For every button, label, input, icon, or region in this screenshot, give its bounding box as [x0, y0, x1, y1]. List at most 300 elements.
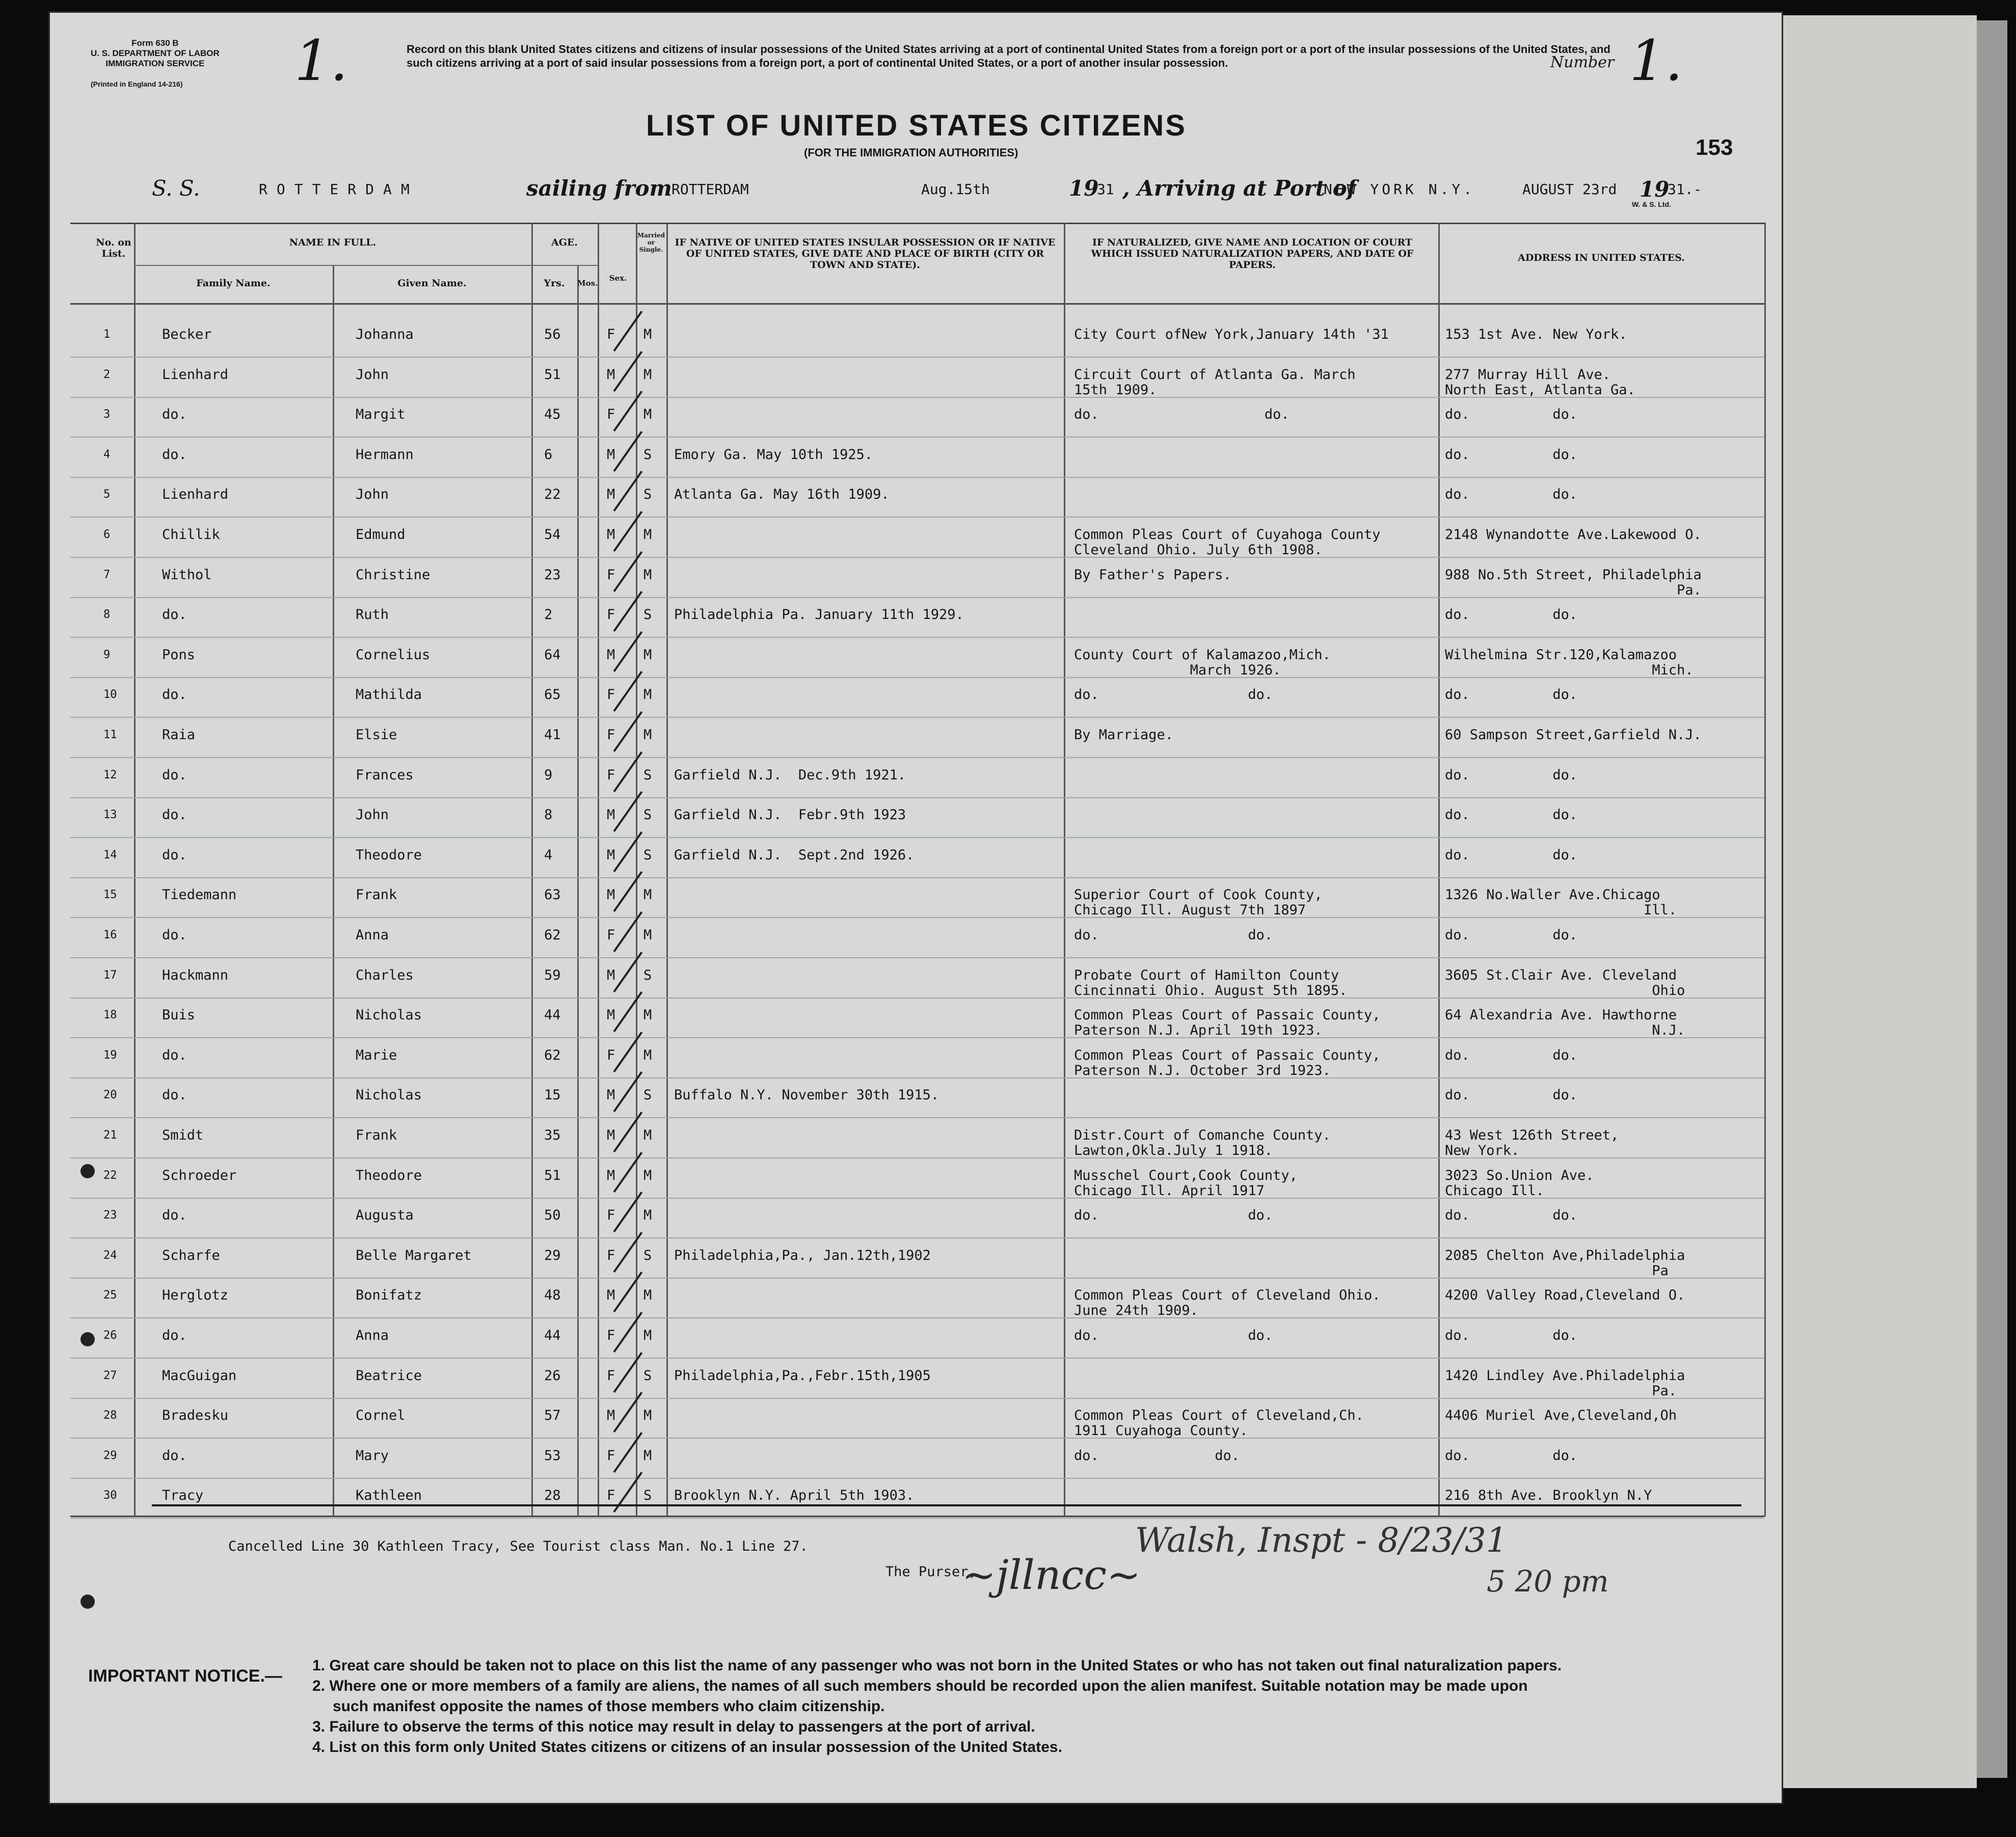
- marital-status: S: [643, 1247, 652, 1263]
- row-number: 3: [103, 408, 111, 421]
- sex: F: [607, 1367, 615, 1384]
- family-name: Hackmann: [162, 967, 229, 983]
- family-name: Smidt: [162, 1127, 204, 1143]
- address: do. do.: [1445, 847, 1578, 863]
- marital-status: M: [643, 887, 652, 903]
- sex: F: [607, 727, 615, 743]
- row-number: 6: [103, 528, 111, 541]
- address: do. do.: [1445, 687, 1578, 703]
- marital-status: M: [643, 1287, 652, 1304]
- given-name: Anna: [356, 1328, 389, 1343]
- given-name: Nicholas: [356, 1007, 422, 1023]
- family-name: Raia: [162, 727, 196, 743]
- marital-status: M: [643, 366, 652, 383]
- marital-status: S: [643, 847, 652, 863]
- row-rule: [70, 637, 1764, 638]
- arrival-year-prefix: 19: [1639, 177, 1670, 202]
- printed-note: (Printed in England 14-216): [91, 80, 183, 88]
- row-number: 26: [103, 1329, 117, 1342]
- age: 53: [544, 1447, 561, 1464]
- ss-label: S. S.: [152, 176, 200, 201]
- age: 50: [544, 1207, 561, 1224]
- address: 1326 No.Waller Ave.Chicago Ill.: [1445, 887, 1677, 918]
- marital-status: M: [643, 527, 652, 543]
- notice-4: 4. List on this form only United States citizens or citizens of an insular possession of the United States.: [312, 1739, 1062, 1755]
- address: 988 No.5th Street, Philadelphia Pa.: [1445, 566, 1702, 598]
- naturalization: By Marriage.: [1074, 727, 1174, 743]
- sex: M: [607, 847, 615, 863]
- adjacent-page-edge: [1783, 15, 1977, 1788]
- row-number: 9: [103, 648, 111, 661]
- naturalization: By Father's Papers.: [1074, 566, 1231, 583]
- page-title: LIST OF UNITED STATES CITIZENS: [646, 109, 1187, 142]
- age: 23: [544, 566, 561, 583]
- given-name: Kathleen: [356, 1488, 422, 1504]
- naturalization: do. do.: [1074, 1328, 1273, 1343]
- row-number: 15: [103, 888, 117, 902]
- row-rule: [70, 957, 1764, 958]
- naturalization: Superior Court of Cook County, Chicago Ill. August 7th 1897: [1074, 887, 1323, 918]
- sex: M: [607, 1408, 615, 1424]
- family-name: Scharfe: [162, 1247, 220, 1263]
- row-number: 2: [103, 368, 111, 381]
- marital-status: M: [643, 1047, 652, 1063]
- address: do. do.: [1445, 487, 1578, 503]
- given-name: Mathilda: [356, 687, 422, 703]
- address: do. do.: [1445, 1328, 1578, 1343]
- family-name: Tiedemann: [162, 887, 237, 903]
- given-name: Cornelius: [356, 646, 431, 663]
- address: do. do.: [1445, 807, 1578, 823]
- age: 44: [544, 1328, 561, 1343]
- age: 45: [544, 407, 561, 423]
- purser-label: The Purser,: [885, 1564, 977, 1580]
- col-no: No. on List.: [96, 237, 131, 259]
- marital-status: M: [643, 727, 652, 743]
- row-rule: [70, 1317, 1764, 1318]
- col-age: AGE.: [551, 237, 578, 248]
- family-name: do.: [162, 847, 187, 863]
- sex: M: [607, 807, 615, 823]
- given-name: Mary: [356, 1447, 389, 1464]
- marital-status: M: [643, 1207, 652, 1224]
- year-prefix: 19: [1069, 176, 1099, 201]
- age: 15: [544, 1087, 561, 1103]
- family-name: Schroeder: [162, 1167, 237, 1183]
- birth-place-date: Emory Ga. May 10th 1925.: [674, 446, 873, 463]
- row-number: 19: [103, 1048, 117, 1062]
- col-naturalized: IF NATURALIZED, GIVE NAME AND LOCATION OF COURT WHICH ISSUED NATURALIZATION PAPERS, AND DATE OF PAPERS.: [1091, 237, 1414, 271]
- sex: F: [607, 327, 615, 342]
- family-name: do.: [162, 767, 187, 783]
- sex: F: [607, 1047, 615, 1063]
- row-number: 11: [103, 728, 117, 741]
- address: 60 Sampson Street,Garfield N.J.: [1445, 727, 1702, 743]
- arrival-date: AUGUST 23rd: [1522, 181, 1617, 198]
- sailing-port: ROTTERDAM: [671, 181, 749, 198]
- marital-status: S: [643, 767, 652, 783]
- punch-hole: [80, 1332, 95, 1346]
- sex: M: [607, 1087, 615, 1103]
- given-name: Johanna: [356, 327, 414, 342]
- naturalization: Distr.Court of Comanche County. Lawton,Okla.July 1 1918.: [1074, 1127, 1331, 1158]
- sex: F: [607, 1247, 615, 1263]
- family-name: do.: [162, 446, 187, 463]
- age: 28: [544, 1488, 561, 1504]
- naturalization: Musschel Court,Cook County, Chicago Ill. April 1917: [1074, 1167, 1298, 1199]
- row-rule: [70, 757, 1764, 758]
- sex: M: [607, 1127, 615, 1143]
- given-name: John: [356, 366, 389, 383]
- check-tick: [613, 311, 643, 352]
- row-number: 21: [103, 1129, 117, 1142]
- sailing-label: sailing from: [526, 176, 672, 201]
- given-name: Christine: [356, 566, 431, 583]
- row-number: 13: [103, 808, 117, 822]
- given-name: Cornel: [356, 1408, 406, 1424]
- family-name: Herglotz: [162, 1287, 229, 1304]
- col-family-name: Family Name.: [196, 278, 271, 289]
- age: 63: [544, 887, 561, 903]
- sex: F: [607, 1488, 615, 1504]
- row-rule: [70, 517, 1764, 518]
- given-name: Beatrice: [356, 1367, 422, 1384]
- department: U. S. DEPARTMENT OF LABOR: [91, 48, 220, 58]
- row-rule: [70, 1358, 1764, 1359]
- row-number: 8: [103, 608, 111, 622]
- family-name: Withol: [162, 566, 212, 583]
- row-number: 16: [103, 929, 117, 941]
- address: 277 Murray Hill Ave. North East, Atlanta Ga.: [1445, 366, 1635, 398]
- notice-2: 2. Where one or more members of a family are aliens, the names of all such members should be recorded upon the alien manifest. Suitable notation may be made upon: [312, 1678, 1528, 1694]
- address: do. do.: [1445, 1087, 1578, 1103]
- address: do. do.: [1445, 446, 1578, 463]
- given-name: Elsie: [356, 727, 397, 743]
- given-name: Frank: [356, 887, 397, 903]
- sheet-mark: 1.: [294, 28, 348, 93]
- naturalization: Probate Court of Hamilton County Cincinnati Ohio. August 5th 1895.: [1074, 967, 1348, 998]
- age: 51: [544, 366, 561, 383]
- age: 48: [544, 1287, 561, 1304]
- given-name: Margit: [356, 407, 406, 423]
- row-rule: [70, 1518, 1764, 1519]
- year-suffix: 31: [1097, 181, 1114, 198]
- marital-status: M: [643, 1447, 652, 1464]
- row-number: 30: [103, 1489, 117, 1502]
- family-name: do.: [162, 1328, 187, 1343]
- given-name: John: [356, 807, 389, 823]
- age: 8: [544, 807, 553, 823]
- age: 9: [544, 767, 553, 783]
- time-note: 5 20 pm: [1487, 1564, 1609, 1599]
- address: do. do.: [1445, 927, 1578, 943]
- arriving-label: , Arriving at Port of: [1122, 176, 1356, 201]
- birth-place-date: Garfield N.J. Sept.2nd 1926.: [674, 847, 915, 863]
- page-subtitle: (FOR THE IMMIGRATION AUTHORITIES): [804, 146, 1018, 159]
- naturalization: Common Pleas Court of Passaic County, Paterson N.J. April 19th 1923.: [1074, 1007, 1381, 1039]
- col-sex: Sex.: [609, 274, 627, 283]
- row-rule: [70, 837, 1764, 838]
- row-rule: [70, 1478, 1764, 1479]
- birth-place-date: Philadelphia,Pa., Jan.12th,1902: [674, 1247, 931, 1263]
- marital-status: M: [643, 1167, 652, 1183]
- cancel-note: Cancelled Line 30 Kathleen Tracy, See Tourist class Man. No.1 Line 27.: [228, 1538, 808, 1554]
- row-number: 12: [103, 768, 117, 781]
- row-number: 10: [103, 688, 117, 701]
- family-name: do.: [162, 407, 187, 423]
- number-label: Number: [1550, 53, 1615, 71]
- birth-place-date: Garfield N.J. Dec.9th 1921.: [674, 767, 906, 783]
- row-number: 23: [103, 1209, 117, 1222]
- address: 2085 Chelton Ave,Philadelphia Pa: [1445, 1247, 1685, 1279]
- row-number: 18: [103, 1009, 117, 1022]
- address: 2148 Wynandotte Ave.Lakewood O.: [1445, 527, 1702, 543]
- manifest-page: [48, 11, 1783, 1804]
- given-name: Charles: [356, 967, 414, 983]
- given-name: Hermann: [356, 446, 414, 463]
- address: do. do.: [1445, 607, 1578, 623]
- sex: M: [607, 646, 615, 663]
- sex: F: [607, 1447, 615, 1464]
- ship-name: ROTTERDAM: [259, 181, 419, 198]
- given-name: Edmund: [356, 527, 406, 543]
- page-number: 153: [1696, 135, 1733, 160]
- naturalization: Common Pleas Court of Cleveland,Ch. 1911 Cuyahoga County.: [1074, 1408, 1364, 1439]
- address: 216 8th Ave. Brooklyn N.Y: [1445, 1488, 1652, 1504]
- age: 62: [544, 1047, 561, 1063]
- given-name: Frances: [356, 767, 414, 783]
- address: 4406 Muriel Ave,Cleveland,Oh: [1445, 1408, 1677, 1424]
- age: 26: [544, 1367, 561, 1384]
- sex: F: [607, 927, 615, 943]
- birth-place-date: Garfield N.J. Febr.9th 1923: [674, 807, 906, 823]
- family-name: do.: [162, 1087, 187, 1103]
- sex: F: [607, 767, 615, 783]
- marital-status: M: [643, 407, 652, 423]
- notice-2-cont: such manifest opposite the names of those members who claim citizenship.: [333, 1698, 885, 1715]
- address: 3023 So.Union Ave. Chicago Ill.: [1445, 1167, 1594, 1199]
- family-name: do.: [162, 607, 187, 623]
- marital-status: M: [643, 1328, 652, 1343]
- age: 62: [544, 927, 561, 943]
- age: 54: [544, 527, 561, 543]
- sex: M: [607, 967, 615, 983]
- age: 35: [544, 1127, 561, 1143]
- marital-status: S: [643, 607, 652, 623]
- age: 57: [544, 1408, 561, 1424]
- naturalization: Common Pleas Court of Passaic County, Paterson N.J. October 3rd 1923.: [1074, 1047, 1381, 1078]
- row-number: 24: [103, 1249, 117, 1262]
- sail-date: Aug.15th: [921, 181, 990, 198]
- family-name: Becker: [162, 327, 212, 342]
- marital-status: S: [643, 1087, 652, 1103]
- sex: M: [607, 446, 615, 463]
- address: 153 1st Ave. New York.: [1445, 327, 1627, 342]
- given-name: Bonifatz: [356, 1287, 422, 1304]
- sex: M: [607, 487, 615, 503]
- given-name: Theodore: [356, 847, 422, 863]
- family-name: MacGuigan: [162, 1367, 237, 1384]
- notice-1: 1. Great care should be taken not to place on this list the name of any passenger who was not born in the United States or who has not taken out final naturalization papers.: [312, 1657, 1562, 1674]
- family-name: Bradesku: [162, 1408, 229, 1424]
- address: 43 West 126th Street, New York.: [1445, 1127, 1619, 1158]
- sex: F: [607, 566, 615, 583]
- row-rule: [70, 1117, 1764, 1118]
- sex: M: [607, 366, 615, 383]
- family-name: Lienhard: [162, 366, 229, 383]
- naturalization: Circuit Court of Atlanta Ga. March 15th 1909.: [1074, 366, 1356, 398]
- marital-status: M: [643, 1408, 652, 1424]
- row-rule: [70, 477, 1764, 478]
- family-name: do.: [162, 1207, 187, 1224]
- printer-mark: W. & S. Ltd.: [1632, 200, 1671, 208]
- row-rule: [70, 437, 1764, 438]
- family-name: Chillik: [162, 527, 220, 543]
- row-number: 27: [103, 1369, 117, 1382]
- naturalization: City Court ofNew York,January 14th '31: [1074, 327, 1389, 342]
- age: 44: [544, 1007, 561, 1023]
- age: 6: [544, 446, 553, 463]
- arrival-year-suffix: 31.-: [1668, 181, 1702, 198]
- family-name: Buis: [162, 1007, 196, 1023]
- sex: F: [607, 607, 615, 623]
- given-name: Theodore: [356, 1167, 422, 1183]
- sex: F: [607, 687, 615, 703]
- arrival-port: NEW YORK N.Y.: [1324, 181, 1475, 198]
- marital-status: M: [643, 646, 652, 663]
- form-id-block: [91, 38, 220, 69]
- given-name: John: [356, 487, 389, 503]
- address: 1420 Lindley Ave.Philadelphia Pa.: [1445, 1367, 1685, 1399]
- sex: M: [607, 527, 615, 543]
- naturalization: Common Pleas Court of Cuyahoga County Cleveland Ohio. July 6th 1908.: [1074, 527, 1381, 558]
- age: 4: [544, 847, 553, 863]
- marital-status: M: [643, 927, 652, 943]
- naturalization: do. do.: [1074, 687, 1273, 703]
- family-name: do.: [162, 1047, 187, 1063]
- notice-label: IMPORTANT NOTICE.—: [88, 1666, 282, 1686]
- row-number: 22: [103, 1169, 117, 1182]
- address: do. do.: [1445, 767, 1578, 783]
- sex: F: [607, 1328, 615, 1343]
- marital-status: M: [643, 1127, 652, 1143]
- row-rule: [70, 797, 1764, 798]
- family-name: do.: [162, 807, 187, 823]
- sex: F: [607, 407, 615, 423]
- naturalization: do. do.: [1074, 927, 1273, 943]
- marital-status: S: [643, 807, 652, 823]
- given-name: Anna: [356, 927, 389, 943]
- form-number: Form 630 B: [131, 38, 179, 48]
- col-mos: Mos.: [577, 279, 598, 288]
- address: do. do.: [1445, 407, 1578, 423]
- col-yrs: Yrs.: [544, 278, 565, 289]
- adjacent-page-shadow: [1977, 20, 2007, 1778]
- address: Wilhelmina Str.120,Kalamazoo Mich.: [1445, 646, 1694, 678]
- age: 59: [544, 967, 561, 983]
- marital-status: S: [643, 967, 652, 983]
- row-rule: [70, 1077, 1764, 1078]
- sex: M: [607, 1287, 615, 1304]
- address: 3605 St.Clair Ave. Cleveland Ohio: [1445, 967, 1685, 998]
- row-rule: [70, 1438, 1764, 1439]
- col-married: Married or Single.: [637, 232, 665, 253]
- row-rule: [70, 357, 1764, 358]
- family-name: do.: [162, 687, 187, 703]
- marital-status: M: [643, 327, 652, 342]
- row-rule: [70, 717, 1764, 718]
- row-number: 14: [103, 848, 117, 861]
- col-given-name: Given Name.: [397, 278, 467, 289]
- birth-place-date: Philadelphia Pa. January 11th 1929.: [674, 607, 964, 623]
- punch-hole: [80, 1164, 95, 1178]
- row-number: 20: [103, 1089, 117, 1102]
- address: 4200 Valley Road,Cleveland O.: [1445, 1287, 1685, 1304]
- row-number: 1: [103, 328, 111, 341]
- age: 51: [544, 1167, 561, 1183]
- marital-status: S: [643, 487, 652, 503]
- marital-status: M: [643, 566, 652, 583]
- service: IMMIGRATION SERVICE: [105, 59, 205, 68]
- record-instructions: Record on this blank United States citizens and citizens of insular possessions of the United States arriving at a port of continental United States from a foreign port or a port of the insular possessions of the United States, and such citizens arriving at a port of said insular possessions from a foreign port, a port of continental United States, or a port of another insular possession.: [407, 43, 1610, 69]
- row-number: 29: [103, 1449, 117, 1462]
- punch-hole: [80, 1595, 95, 1609]
- row-rule: [70, 877, 1764, 878]
- birth-place-date: Atlanta Ga. May 16th 1909.: [674, 487, 890, 503]
- family-name: Lienhard: [162, 487, 229, 503]
- age: 29: [544, 1247, 561, 1263]
- row-rule: [70, 557, 1764, 558]
- given-name: Nicholas: [356, 1087, 422, 1103]
- sex: F: [607, 1207, 615, 1224]
- notice-3: 3. Failure to observe the terms of this notice may result in delay to passengers at the port of arrival.: [312, 1718, 1035, 1735]
- sex: M: [607, 887, 615, 903]
- marital-status: M: [643, 687, 652, 703]
- birth-place-date: Buffalo N.Y. November 30th 1915.: [674, 1087, 939, 1103]
- address: do. do.: [1445, 1207, 1578, 1224]
- col-address: ADDRESS IN UNITED STATES.: [1518, 252, 1685, 263]
- naturalization: Common Pleas Court of Cleveland Ohio. June 24th 1909.: [1074, 1287, 1381, 1319]
- row-number: 17: [103, 968, 117, 982]
- marital-status: S: [643, 1488, 652, 1504]
- sex: M: [607, 1007, 615, 1023]
- row-rule: [70, 1237, 1764, 1238]
- row-number: 7: [103, 568, 111, 581]
- age: 56: [544, 327, 561, 342]
- col-name-in-full: NAME IN FULL.: [289, 237, 377, 248]
- address: 64 Alexandria Ave. Hawthorne N.J.: [1445, 1007, 1685, 1039]
- age: 41: [544, 727, 561, 743]
- age: 65: [544, 687, 561, 703]
- age: 22: [544, 487, 561, 503]
- sex: M: [607, 1167, 615, 1183]
- naturalization: County Court of Kalamazoo,Mich. March 1926.: [1074, 646, 1331, 678]
- address: do. do.: [1445, 1047, 1578, 1063]
- given-name: Augusta: [356, 1207, 414, 1224]
- family-name: Tracy: [162, 1488, 204, 1504]
- marital-status: S: [643, 446, 652, 463]
- given-name: Marie: [356, 1047, 397, 1063]
- cancel-strike: [152, 1504, 1741, 1506]
- marital-status: M: [643, 1007, 652, 1023]
- naturalization: do. do.: [1074, 1447, 1240, 1464]
- purser-signature: ~jllncc~: [962, 1551, 1141, 1599]
- family-name: Pons: [162, 646, 196, 663]
- given-name: Ruth: [356, 607, 389, 623]
- col-birth: IF NATIVE OF UNITED STATES INSULAR POSSESSION OR IF NATIVE OF UNITED STATES, GIVE DATE AND PLACE OF BIRTH (CITY OR TOWN AND STATE).: [675, 237, 1056, 271]
- birth-place-date: Brooklyn N.Y. April 5th 1903.: [674, 1488, 915, 1504]
- number-value: 1.: [1629, 28, 1683, 93]
